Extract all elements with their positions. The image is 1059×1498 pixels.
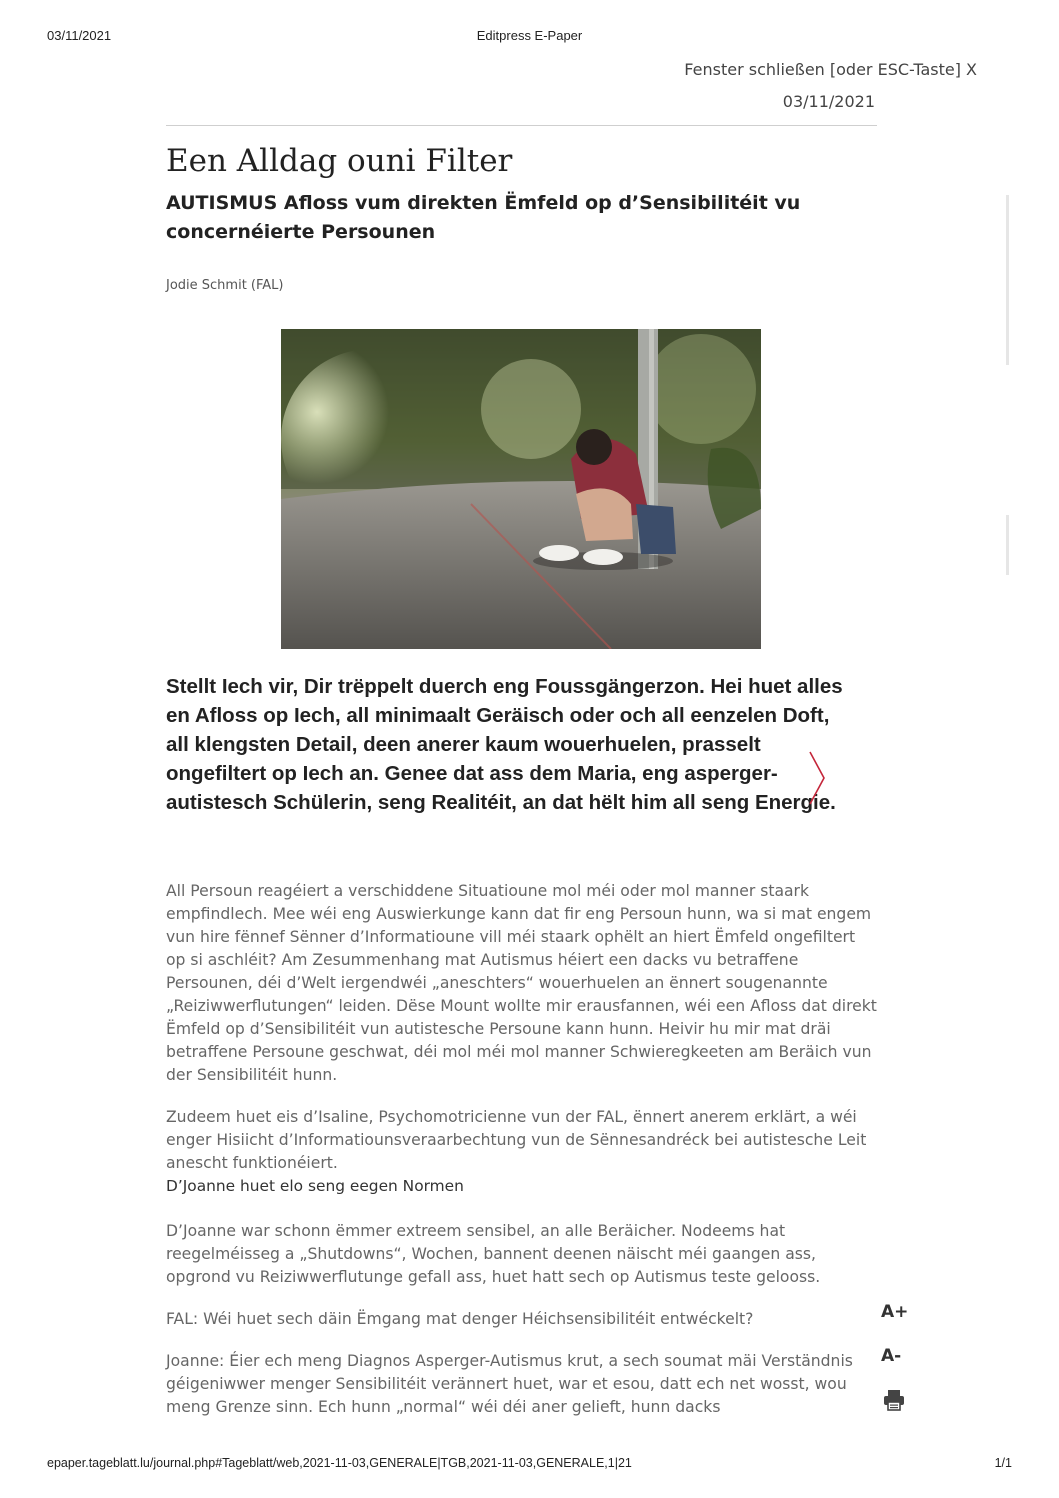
article-paragraph: Zudeem huet eis d’Isaline, Psychomotricienne vun der FAL, ënnert anerem erklärt, a wéi enger Hisiicht d’Informatiounsveraarbechtung vun de Sënnesandréck bei autistesche Leit anescht funktionéiert. (166, 1108, 867, 1172)
article-paragraph: D’Joanne war schonn ëmmer extreem sensibel, an alle Beräicher. Nodeems hat reegelméisseg a „Shutdowns“, Wochen, bannent deenen näischt méi gaangen ass, opgrond vu Reiziwwerflutunge gefall ass, huet hatt sech op Autismus teste gelooss. (166, 1222, 821, 1286)
article-paragraph: FAL: Wéi huet sech däin Ëmgang mat denger Héichsensibilitéit entwéckelt? (166, 1310, 754, 1328)
article-subtitle: D’Joanne huet elo seng eegen Normen (166, 1177, 464, 1195)
chevron-right-icon[interactable] (806, 750, 828, 806)
article-headline: Een Alldag ouni Filter (166, 143, 513, 179)
header-divider (166, 125, 877, 126)
page-edge-mark (1006, 195, 1009, 365)
article-date: 03/11/2021 (782, 92, 875, 111)
article-body (166, 880, 878, 1438)
article-paragraph: All Persoun reagéiert a verschiddene Situatioune mol méi oder mol manner staark empfindlech. Mee wéi eng Auswierkunge kann dat fir eng Persoun hunn, wa si mat engem vun hire fënnef Sënner d’Informatioune vill méi staark ophëlt an hiert Ëmfeld ongefiltert op si aschléit? Am Zesummenhang mat Autismus héiert een dacks vu betraffene Persounen, déi d’Welt iergendwéi „aneschters“ wouerhuelen an ënnert sougenannte „Reiziwwerflutungen“ leiden. Dëse Mount wollte mir erausfannen, wéi een Afloss dat direkt Ëmfeld op d’Sensibilitéit vun autistesche Persoune kann hunn. Heivir hu mir mat dräi betraffene Persoune geschwat, déi mol méi mol manner Schwieregkeeten am Beräich vun der Sensibilitéit hunn. (166, 882, 877, 1084)
close-window-link[interactable]: Fenster schließen [oder ESC-Taste] X (684, 60, 977, 79)
article-lead: Stellt Iech vir, Dir trëppelt duerch eng Foussgängerzon. Hei huet alles en Afloss op Iech, all minimaalt Geräisch oder och all eenzelen Doft, all klengsten Detail, deen anerer kaum wouerhuelen, prasselt ongefiltert op Iech an. Genee dat ass dem Maria, eng asperger-autistesch Schülerin, seng Realitéit, an dat hëlt him all seng Energie. (166, 675, 843, 814)
decrease-font-button[interactable]: A- (881, 1346, 902, 1366)
footer-url: epaper.tageblatt.lu/journal.php#Tageblatt/web,2021-11-03,GENERALE|TGB,2021-11-03,GENERALE,1|21 (47, 1456, 632, 1470)
article-paragraph: Joanne: Éier ech meng Diagnos Asperger-Autismus krut, a sech soumat mäi Verständnis géigeniwwer menger Sensibilitéit verännert huet, war et esou, datt ech net wosst, wou meng Grenze sinn. Ech hunn „normal“ wéi déi aner gelieft, hunn dacks (166, 1352, 853, 1416)
article-photo (281, 329, 761, 649)
print-date: 03/11/2021 (47, 28, 112, 43)
footer-page-number: 1/1 (994, 1456, 1012, 1470)
printer-icon[interactable] (883, 1389, 905, 1411)
page-edge-mark (1006, 515, 1009, 575)
increase-font-button[interactable]: A+ (881, 1302, 909, 1322)
print-title: Editpress E-Paper (476, 28, 583, 43)
article-author: Jodie Schmit (FAL) (166, 278, 284, 293)
article-subheadline: AUTISMUS Afloss vum direkten Ëmfeld op d’Sensibilitéit vu concernéierte Persounen (166, 192, 801, 243)
